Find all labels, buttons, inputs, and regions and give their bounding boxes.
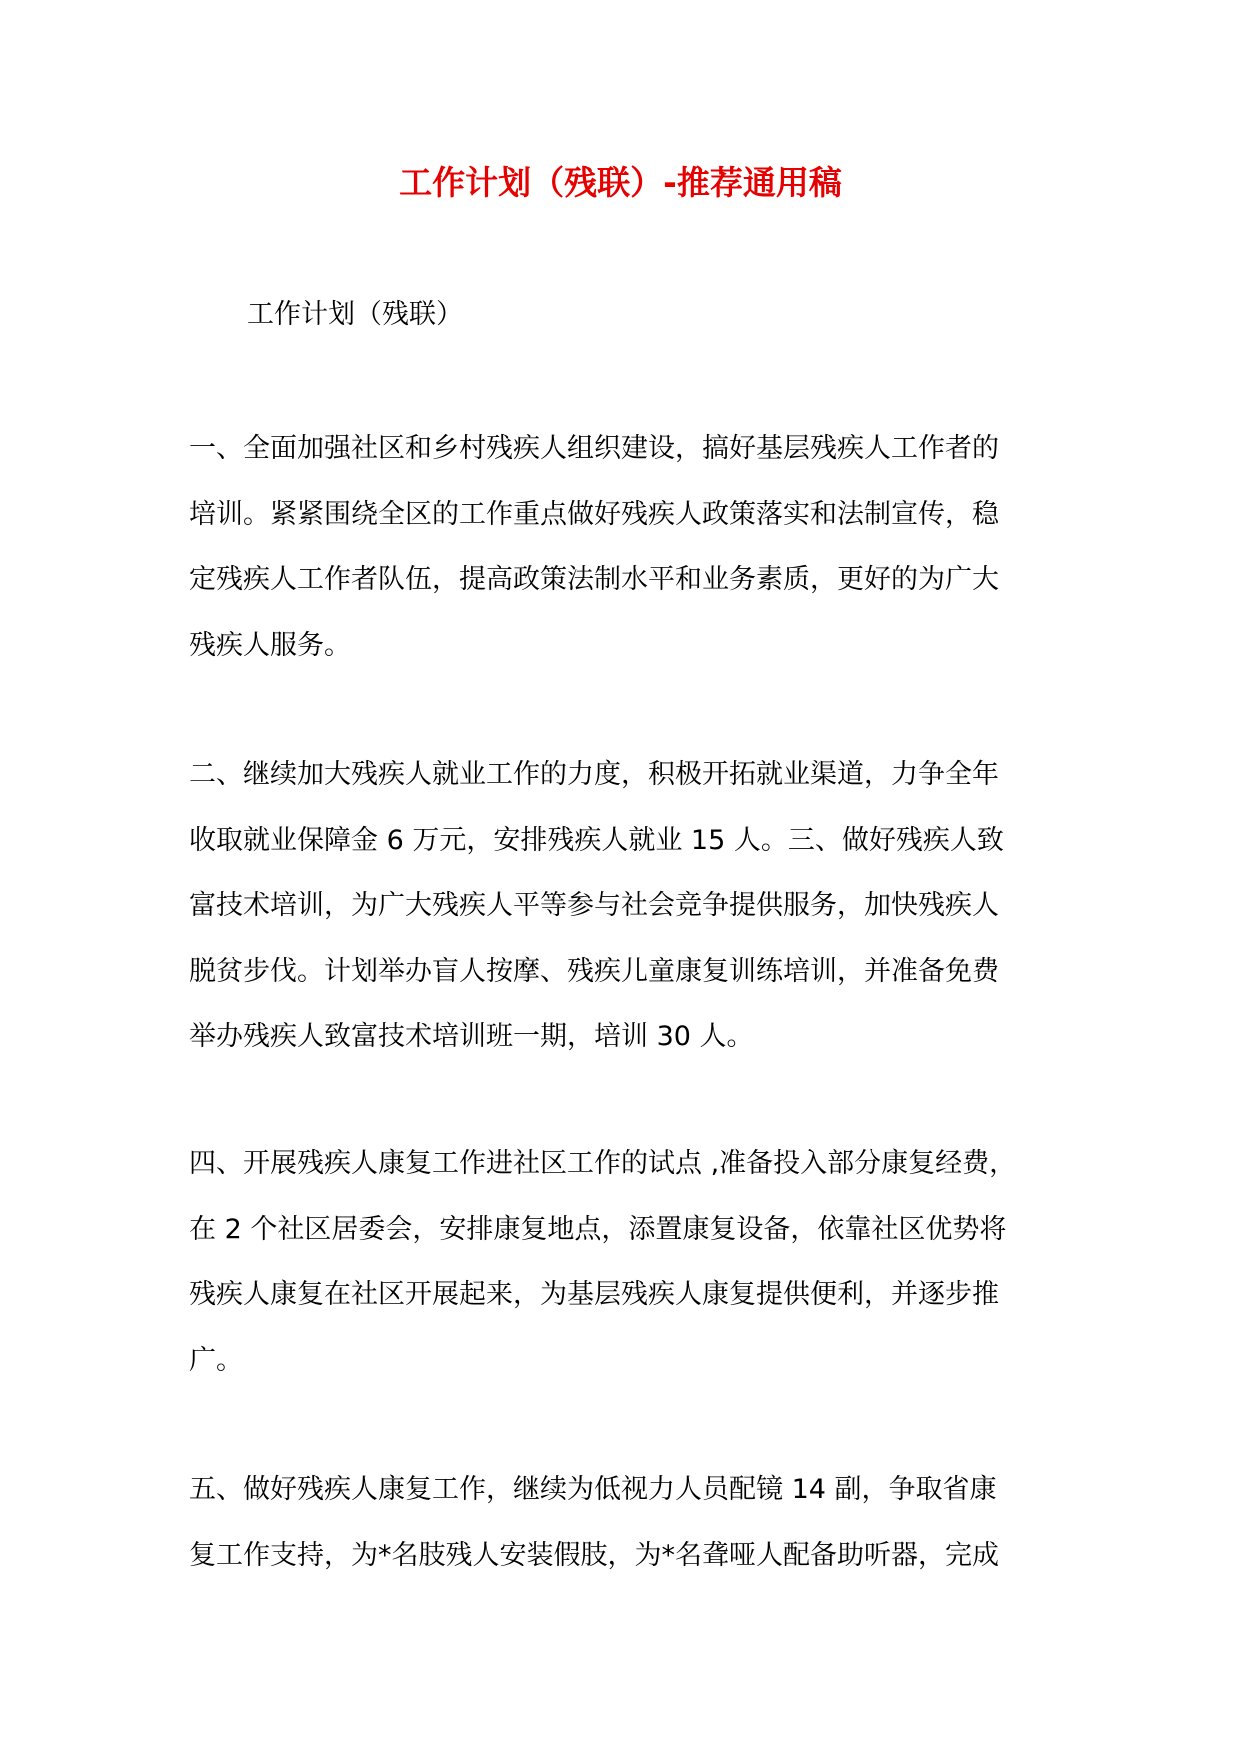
paragraph-line: 脱贫步伐。计划举办盲人按摩、残疾儿童康复训练培训，并准备免费 — [189, 955, 999, 987]
paragraph-line: 二、继续加大残疾人就业工作的力度，积极开拓就业渠道，力争全年 — [189, 759, 999, 790]
document-title: 工作计划（残联）-推荐通用稿 — [399, 163, 842, 202]
paragraph-line: 定残疾人工作者队伍，提高政策法制水平和业务素质，更好的为广大 — [189, 564, 999, 595]
document-subtitle: 工作计划（残联） — [247, 299, 463, 330]
paragraph-line: 在 2 个社区居委会，安排康复地点，添置康复设备，依靠社区优势将 — [189, 1213, 1007, 1245]
paragraph-1 — [189, 416, 1059, 678]
paragraph-line: 广。 — [189, 1344, 243, 1376]
paragraph-line: 一、全面加强社区和乡村残疾人组织建设，搞好基层残疾人工作者的 — [189, 433, 999, 464]
paragraph-line: 残疾人服务。 — [189, 629, 351, 661]
paragraph-4 — [189, 1457, 1059, 1588]
paragraph-line: 复工作支持，为*名肢残人安装假肢，为*名聋哑人配备助听器，完成 — [189, 1539, 999, 1571]
paragraph-line: 收取就业保障金 6 万元，安排残疾人就业 15 人。三、做好残疾人致 — [189, 824, 1004, 856]
paragraph-line: 富技术培训，为广大残疾人平等参与社会竞争提供服务，加快残疾人 — [189, 890, 999, 921]
paragraph-2 — [189, 742, 1059, 1070]
paragraph-line: 举办残疾人致富技术培训班一期，培训 30 人。 — [189, 1021, 754, 1052]
paragraph-line: 五、做好残疾人康复工作，继续为低视力人员配镜 14 副，争取省康 — [189, 1474, 997, 1505]
paragraph-line: 残疾人康复在社区开展起来，为基层残疾人康复提供便利，并逐步推 — [189, 1279, 999, 1310]
paragraph-line: 四、开展残疾人康复工作进社区工作的试点 ,准备投入部分康复经费， — [189, 1148, 1017, 1179]
paragraph-3 — [189, 1131, 1059, 1393]
paragraph-line: 培训。紧紧围绕全区的工作重点做好残疾人政策落实和法制宣传，稳 — [189, 498, 999, 530]
